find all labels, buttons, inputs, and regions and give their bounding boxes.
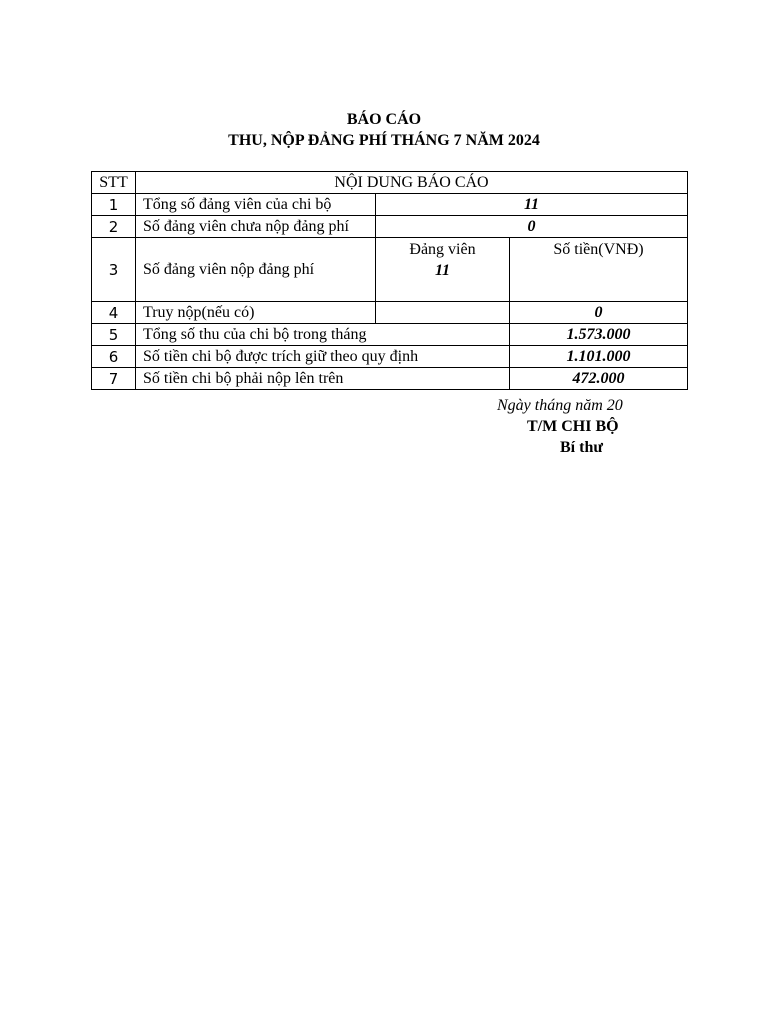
sub-value-members: 11 xyxy=(434,262,451,279)
row-value: 1.573.000 xyxy=(510,324,688,346)
row-value: 0 xyxy=(376,216,688,238)
sub-label-amount: Số tiền(VNĐ) xyxy=(553,241,644,258)
row-label: Tổng số thu của chi bộ trong tháng xyxy=(136,324,510,346)
row-label: Số tiền chi bộ phải nộp lên trên xyxy=(136,368,510,390)
report-subtitle: THU, NỘP ĐẢNG PHÍ THÁNG 7 NĂM 2024 xyxy=(228,132,540,149)
row-value: 0 xyxy=(510,302,688,324)
row-label: Số tiền chi bộ được trích giữ theo quy định xyxy=(136,346,510,368)
signature-date: Ngày tháng năm 20 xyxy=(497,397,623,414)
sub-label-members: Đảng viên xyxy=(409,241,476,258)
row-value: 11 xyxy=(376,194,688,216)
row-label: Truy nộp(nếu có) xyxy=(136,302,376,324)
row-stt: 4 xyxy=(92,302,136,324)
table-row xyxy=(92,324,688,346)
row-stt: 3 xyxy=(92,238,136,302)
signature-role: Bí thư xyxy=(560,439,603,456)
row-label: Số đảng viên chưa nộp đảng phí xyxy=(136,216,376,238)
row-stt: 5 xyxy=(92,324,136,346)
table-row xyxy=(92,302,688,324)
table-row xyxy=(92,368,688,390)
row-stt: 6 xyxy=(92,346,136,368)
table-row xyxy=(92,346,688,368)
table-row xyxy=(92,216,688,238)
signature-org: T/M CHI BỘ xyxy=(527,418,619,435)
report-title: BÁO CÁO xyxy=(346,111,422,128)
row-stt: 7 xyxy=(92,368,136,390)
header-stt: STT xyxy=(92,172,136,194)
row-empty-cell xyxy=(376,302,510,324)
row-value: 1.101.000 xyxy=(510,346,688,368)
row-label: Tổng số đảng viên của chi bộ xyxy=(136,194,376,216)
table-row xyxy=(92,238,688,302)
sub-cell-members xyxy=(376,238,510,302)
sub-cell-amount xyxy=(510,238,688,302)
row-value: 472.000 xyxy=(510,368,688,390)
row-label: Số đảng viên nộp đảng phí xyxy=(136,238,376,302)
table-header-row xyxy=(92,172,688,194)
row-stt: 2 xyxy=(92,216,136,238)
report-table xyxy=(91,171,688,390)
header-content: NỘI DUNG BÁO CÁO xyxy=(136,172,688,194)
row-stt: 1 xyxy=(92,194,136,216)
table-row xyxy=(92,194,688,216)
